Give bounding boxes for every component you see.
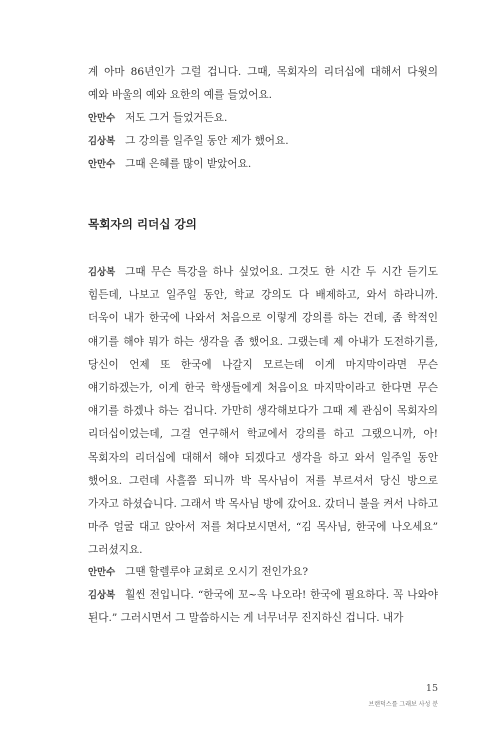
speaker-label: 안만수 [88,159,116,170]
dialogue-text: 그때 은혜를 많이 받았어요. [125,158,252,170]
dialogue-turn [88,261,438,563]
dialogue-text: 그때 무슨 특강을 하나 싶었어요. 그것도 한 시간 두 시간 듣기도 힘든데, 나보고 일주일 동안, 학교 강의도 다 배제하고, 와서 하라니까. 더욱이 내가 한국에 나와서 처음으로 이렇게 강의를 하는 건데, 좀 학적인 얘기를 해야 뭐가 하는 생각을 좀 했어요. 그랬는데 제 아내가 도전하기를, 당신이 언제 또 한국에 나갈지 모르는데 이게 마지막이라면 무슨 얘기하겠는가, 이게 한국 학생들에게 처음이요 마지막이라고 한다면 무슨 얘기를 하겠나 하는 겁니다. 가만히 생각해보다가 그때 제 관심이 목회자의 리더십이었는데, 그걸 연구해서 학교에서 강의를 하고 그랬으니까, 아! 목회자의 리더십에 대해서 해야 되겠다고 생각을 하고 와서 일주일 동안 했어요. 그런데 사흘쯤 되니까 박 목사님이 저를 부르셔서 당신 방으로 가자고 하셨습니다. 그래서 박 목사님 방에 갔어요. 갔더니 불을 켜서 나하고 마주 얼굴 대고 앉아서 저를 쳐다보시면서, “김 목사님, 한국에 나오세요” 그러셨지요. [88,266,438,557]
speaker-label: 안만수 [88,567,116,578]
speaker-label: 안만수 [88,113,116,124]
speaker-label: 김상복 [88,267,116,278]
dialogue-text: 저도 그거 들었거든요. [125,112,228,124]
section-heading: 목회자의 리더십 강의 [88,217,197,231]
dialogue-turn [88,584,438,630]
speaker-label: 김상복 [88,136,116,147]
dialogue-text: 훨씬 전입니다. “한국에 꼬~옥 나오라! 한국에 필요하다. 꼭 나와야 된다.” 그러시면서 그 말씀하시는 게 너무너무 진지하신 겁니다. 내가 [88,589,438,625]
dialogue-turn [88,130,438,153]
dialogue-text: 그 강의를 일주일 동안 제가 했어요. [125,135,289,147]
intro-paragraph: 계 아마 86년인가 그럴 겁니다. 그때, 목회자의 리더십에 대해서 다윗의 예와 바울의 예와 요한의 예를 들었어요. [88,66,438,102]
dialogue-turn [88,561,438,584]
dialogue-text: 그땐 할렐루야 교회로 오시기 전인가요? [125,566,309,578]
page-number: 15 [425,683,438,694]
speaker-label: 김상복 [88,590,116,601]
dialogue-turn [88,107,438,130]
running-head: 브랜덕스를 그래보 사성 분 [368,701,438,708]
dialogue-turn [88,153,438,176]
